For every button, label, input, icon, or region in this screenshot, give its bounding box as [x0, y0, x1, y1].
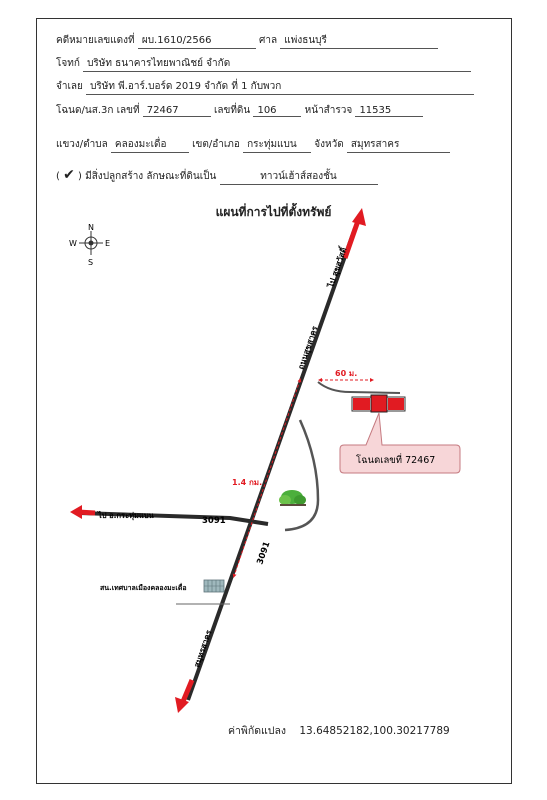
defendant-name: บริษัท พี.อาร์.บอร์ด 2019 จำกัด ที่ 1 กับพวก [86, 79, 474, 95]
arrow-up-icon [352, 208, 366, 226]
main-road [188, 228, 358, 700]
route-3091-label: 3091 [202, 516, 226, 526]
distance-km-label: 1.4 กม. [232, 478, 263, 487]
coordinates [228, 722, 450, 739]
road-mid-label: ถนนสุขสาคร [296, 325, 320, 371]
local-road [285, 420, 318, 530]
road-left-label: ไป อ.กระทุ่มแบน [98, 511, 154, 520]
coord-label: ค่าพิกัดแปลง [228, 725, 287, 737]
tree-icon [279, 490, 306, 506]
property-block-icon [352, 395, 405, 412]
building-line: ( ✔ ) มีสิ่งปลูกสร้าง ลักษณะที่ดินเป็น ทาวน์เฮ้าส์สองชั้น [56, 167, 378, 185]
court-name: แพ่งธนบุรี [280, 33, 438, 49]
compass-n: N [88, 223, 94, 232]
building-type: ทาวน์เฮ้าส์สองชั้น [220, 169, 378, 185]
court-label: ศาล [259, 35, 278, 46]
survey-number: 11535 [355, 105, 423, 117]
deed-callout-label: โฉนดเลขที่ 72467 [356, 455, 436, 466]
district-label: เขต/อำเภอ [192, 139, 240, 150]
office-label: สน.เทศบาลเมืองคลองมะเดื่อ [100, 584, 187, 592]
arrow-left-icon [70, 505, 82, 519]
checkmark-icon: ✔ [63, 167, 75, 183]
building-label: มีสิ่งปลูกสร้าง ลักษณะที่ดินเป็น [85, 171, 217, 182]
deed-label: โฉนด/นส.3ก เลขที่ [56, 105, 140, 116]
coord-value: 13.64852182,100.30217789 [299, 725, 450, 737]
defendant-label: จำเลย [56, 81, 83, 92]
building-icon [204, 580, 224, 592]
case-number: ผบ.1610/2566 [138, 33, 256, 49]
route-3091-v-label: 3091 [255, 540, 273, 566]
compass-w: W [69, 239, 77, 248]
deed-callout [340, 413, 460, 473]
compass-icon [69, 223, 110, 267]
deed-number: 72467 [143, 105, 211, 117]
survey-label: หน้าสำรวจ [304, 105, 353, 116]
map-title: แผนที่การไปที่ตั้งทรัพย์ [215, 205, 332, 219]
province: สมุทรสาคร [347, 137, 450, 153]
district: กระทุ่มแบน [243, 137, 311, 153]
property-road [318, 382, 400, 393]
land-number-label: เลขที่ดิน [213, 105, 251, 116]
distance-m-label: 60 ม. [335, 369, 358, 378]
province-label: จังหวัด [314, 139, 344, 150]
case-label: คดีหมายเลขแดงที่ [56, 35, 135, 46]
land-number: 106 [253, 105, 301, 117]
plaintiff-name: บริษัท ธนาคารไทยพาณิชย์ จำกัด [83, 56, 471, 72]
plaintiff-label: โจทก์ [56, 58, 80, 69]
road-top-label: ไป สุขสวัสดิ์ [326, 246, 349, 289]
compass-e: E [105, 239, 111, 248]
road-bottom-label: สมุทรสาคร [192, 629, 214, 669]
compass-s: S [88, 258, 94, 267]
subdistrict: คลองมะเดื่อ [111, 137, 189, 153]
subdistrict-label: แขวง/ตำบล [56, 139, 108, 150]
